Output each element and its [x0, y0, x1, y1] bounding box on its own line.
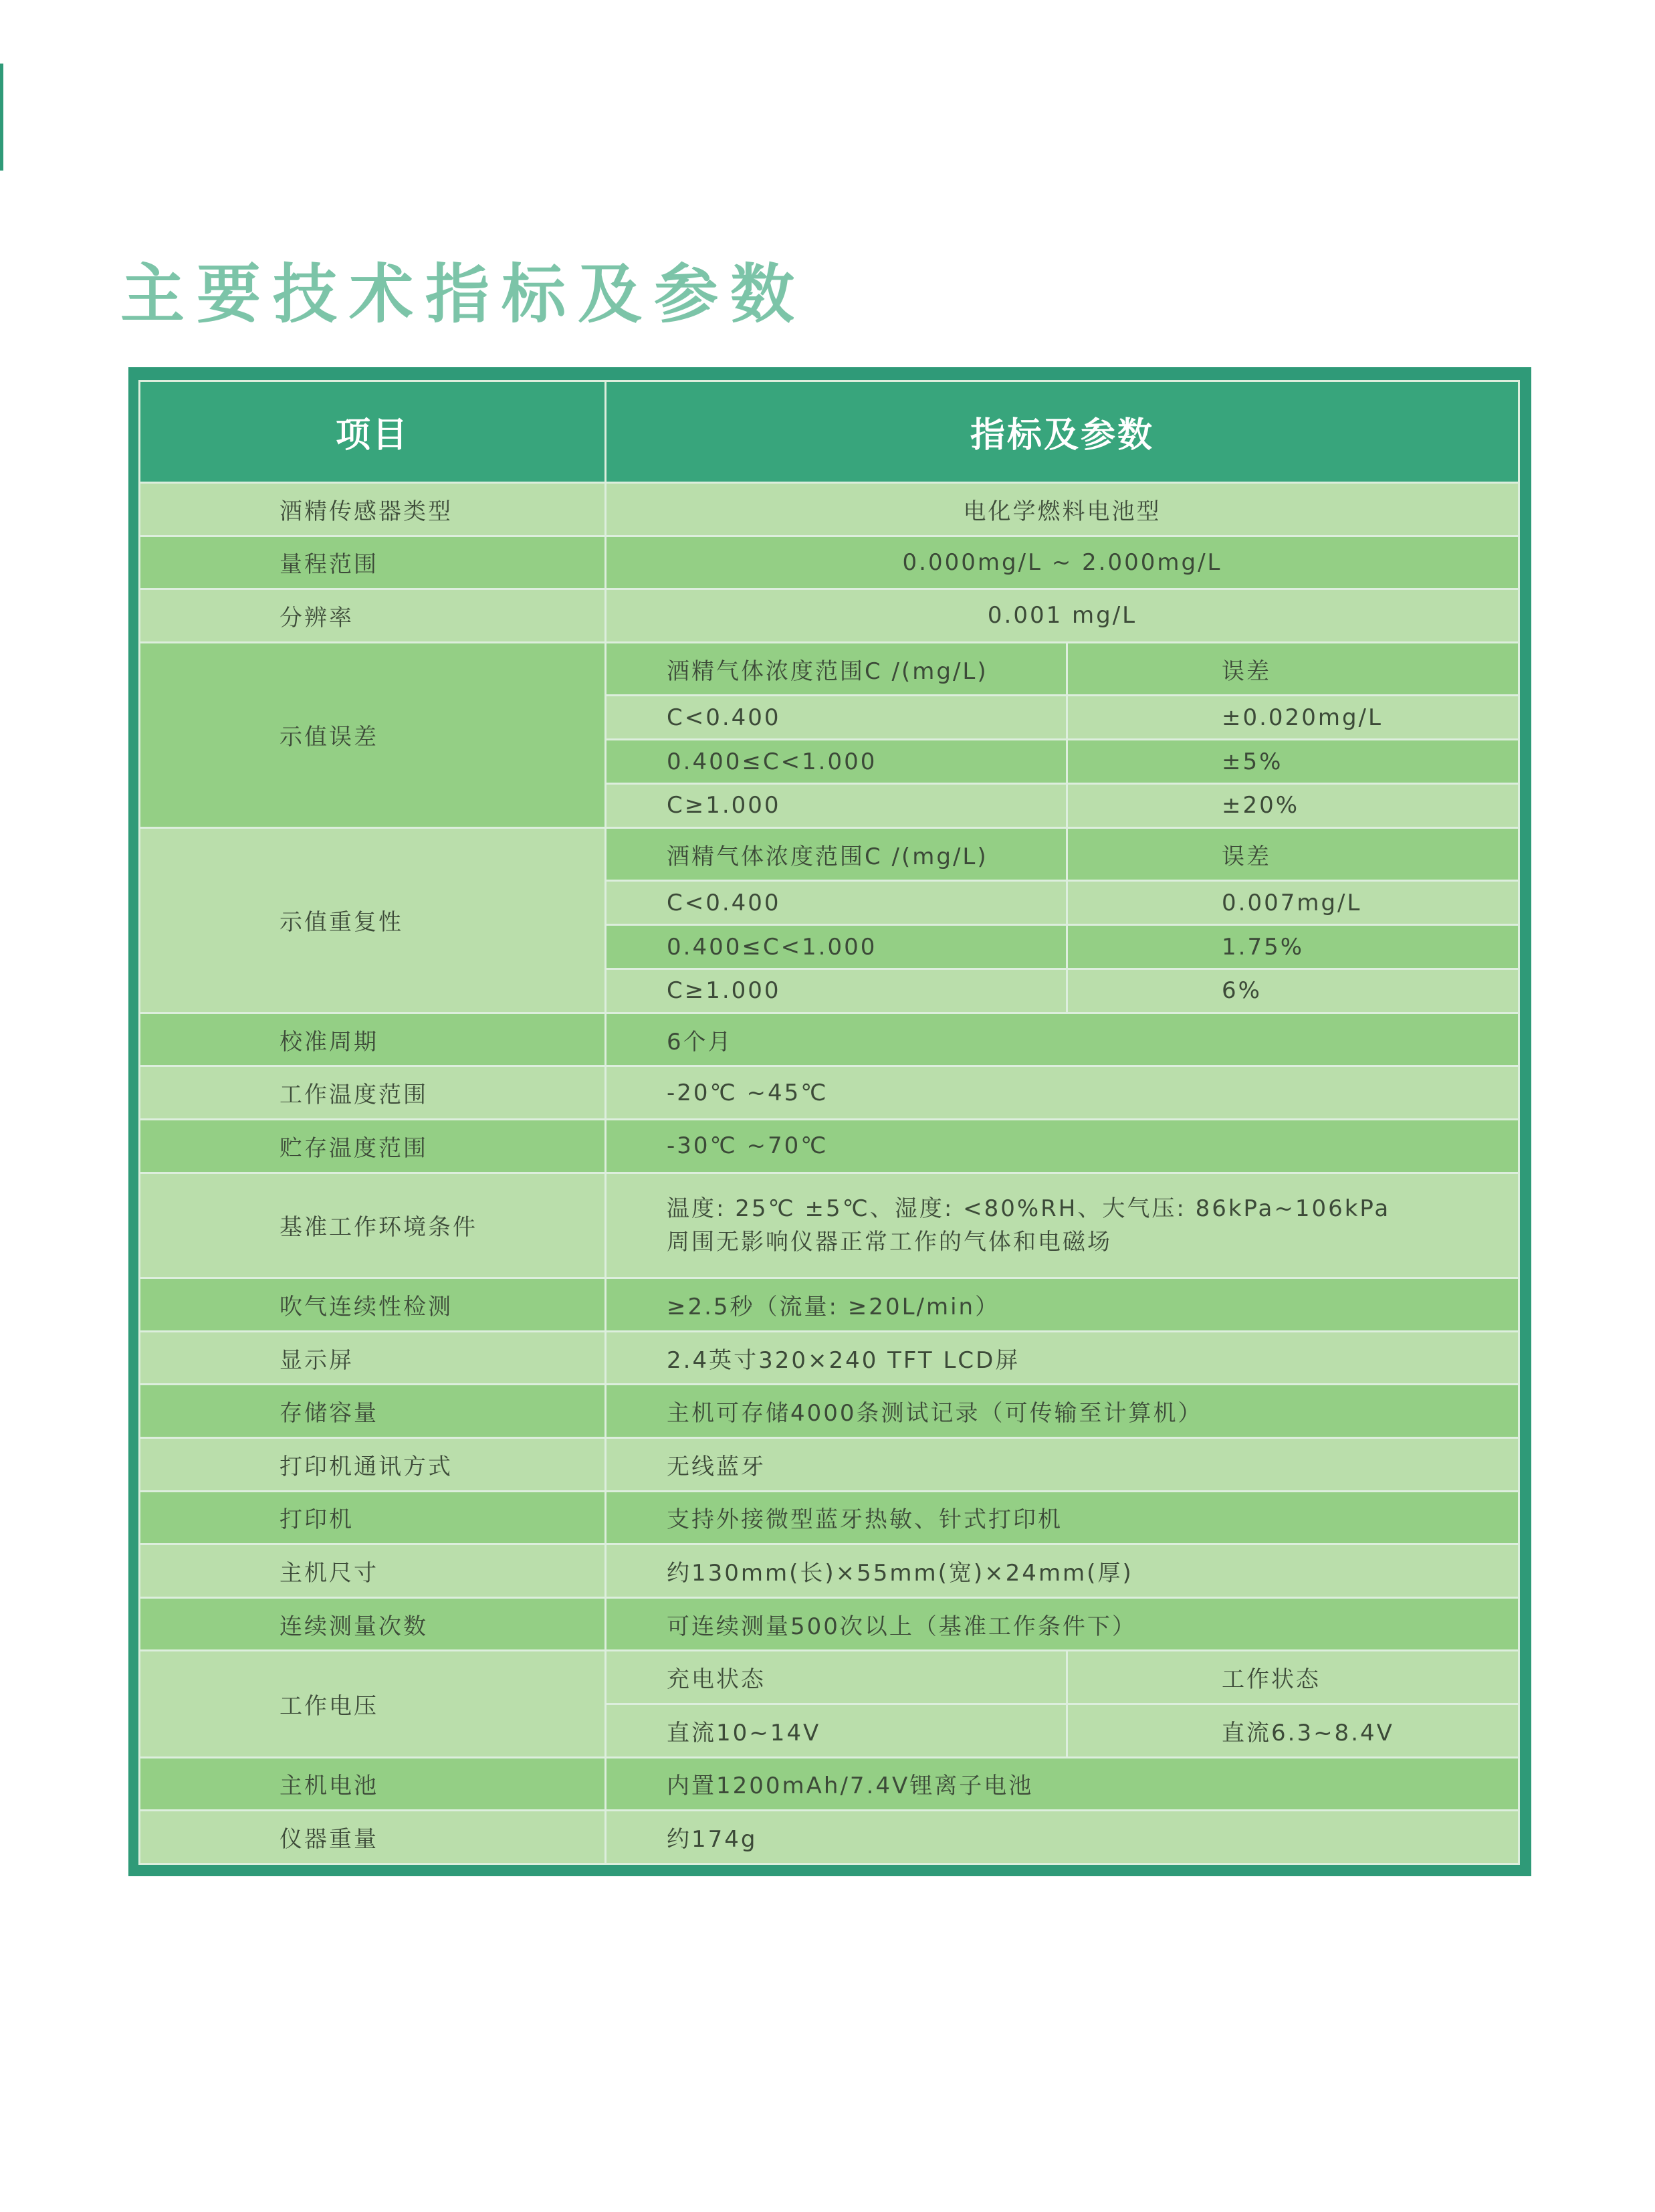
row-label: 主机电池 — [140, 1757, 606, 1811]
row-value: 2.4英寸320×240 TFT LCD屏 — [606, 1331, 1519, 1385]
spec-table — [128, 367, 1531, 1876]
range-cell: 0.400≤C<1.000 — [606, 740, 1067, 784]
range-cell: C≥1.000 — [606, 969, 1067, 1013]
subheader-error: 误差 — [1067, 827, 1519, 881]
row-label: 分辨率 — [140, 589, 606, 643]
header-spec: 指标及参数 — [606, 381, 1519, 483]
table-header-row — [140, 381, 1519, 483]
row-label: 酒精传感器类型 — [140, 483, 606, 536]
row-value: -20℃ ~45℃ — [606, 1066, 1519, 1120]
row-value: 约174g — [606, 1811, 1519, 1864]
row-label: 工作温度范围 — [140, 1066, 606, 1120]
row-label: 基准工作环境条件 — [140, 1173, 606, 1278]
table-row — [140, 642, 1519, 696]
row-label: 吹气连续性检测 — [140, 1278, 606, 1332]
error-cell: ±0.020mg/L — [1067, 696, 1519, 740]
table-row — [140, 1544, 1519, 1598]
error-cell: ±20% — [1067, 784, 1519, 828]
row-value — [606, 1173, 1519, 1278]
range-cell: C≥1.000 — [606, 784, 1067, 828]
row-value: -30℃ ~70℃ — [606, 1120, 1519, 1173]
table-row — [140, 1651, 1519, 1704]
range-cell: C<0.400 — [606, 696, 1067, 740]
table-row — [140, 1597, 1519, 1651]
row-label: 显示屏 — [140, 1331, 606, 1385]
row-label: 打印机通讯方式 — [140, 1438, 606, 1492]
subheader-range: 酒精气体浓度范围C /(mg/L) — [606, 827, 1067, 881]
row-value: ≥2.5秒（流量: ≥20L/min） — [606, 1278, 1519, 1332]
table-row — [140, 1385, 1519, 1438]
table-row — [140, 1278, 1519, 1332]
row-value: 内置1200mAh/7.4V锂离子电池 — [606, 1757, 1519, 1811]
row-value: 电化学燃料电池型 — [606, 483, 1519, 536]
row-label: 主机尺寸 — [140, 1544, 606, 1598]
environment-line-2: 周围无影响仪器正常工作的气体和电磁场 — [667, 1228, 1112, 1255]
table-row — [140, 483, 1519, 536]
row-label: 校准周期 — [140, 1013, 606, 1066]
row-label: 仪器重量 — [140, 1811, 606, 1864]
range-cell: 0.400≤C<1.000 — [606, 925, 1067, 969]
row-label: 示值误差 — [140, 642, 606, 827]
table-row — [140, 1066, 1519, 1120]
error-cell: 6% — [1067, 969, 1519, 1013]
edge-accent-bar — [0, 64, 3, 171]
row-label: 存储容量 — [140, 1385, 606, 1438]
error-cell: 0.007mg/L — [1067, 881, 1519, 925]
table-row — [140, 536, 1519, 589]
subheader-charging: 充电状态 — [606, 1651, 1067, 1704]
page-title: 主要技术指标及参数 — [120, 257, 806, 332]
row-value: 主机可存储4000条测试记录（可传输至计算机） — [606, 1385, 1519, 1438]
table-row — [140, 1491, 1519, 1544]
row-label: 量程范围 — [140, 536, 606, 589]
charging-voltage: 直流10~14V — [606, 1704, 1067, 1758]
table-row — [140, 1120, 1519, 1173]
table-row — [140, 1013, 1519, 1066]
row-value: 无线蓝牙 — [606, 1438, 1519, 1492]
error-cell: ±5% — [1067, 740, 1519, 784]
table-row — [140, 827, 1519, 881]
environment-line-1: 温度: 25℃ ±5℃、湿度: <80%RH、大气压: 86kPa~106kPa — [667, 1195, 1391, 1222]
table-row — [140, 1173, 1519, 1278]
table-row — [140, 1811, 1519, 1864]
error-cell: 1.75% — [1067, 925, 1519, 969]
subheader-range: 酒精气体浓度范围C /(mg/L) — [606, 642, 1067, 696]
row-value: 6个月 — [606, 1013, 1519, 1066]
row-value: 可连续测量500次以上（基准工作条件下） — [606, 1597, 1519, 1651]
row-value: 0.000mg/L ~ 2.000mg/L — [606, 536, 1519, 589]
row-value: 0.001 mg/L — [606, 589, 1519, 643]
range-cell: C<0.400 — [606, 881, 1067, 925]
subheader-working: 工作状态 — [1067, 1651, 1519, 1704]
row-value: 约130mm(长)×55mm(宽)×24mm(厚) — [606, 1544, 1519, 1598]
subheader-error: 误差 — [1067, 642, 1519, 696]
table-row — [140, 589, 1519, 643]
header-item: 项目 — [140, 381, 606, 483]
table-row — [140, 1438, 1519, 1492]
row-label: 示值重复性 — [140, 827, 606, 1013]
table-row — [140, 1331, 1519, 1385]
table-row — [140, 1757, 1519, 1811]
row-label: 连续测量次数 — [140, 1597, 606, 1651]
working-voltage: 直流6.3~8.4V — [1067, 1704, 1519, 1758]
row-value: 支持外接微型蓝牙热敏、针式打印机 — [606, 1491, 1519, 1544]
row-label: 打印机 — [140, 1491, 606, 1544]
row-label: 工作电压 — [140, 1651, 606, 1757]
row-label: 贮存温度范围 — [140, 1120, 606, 1173]
